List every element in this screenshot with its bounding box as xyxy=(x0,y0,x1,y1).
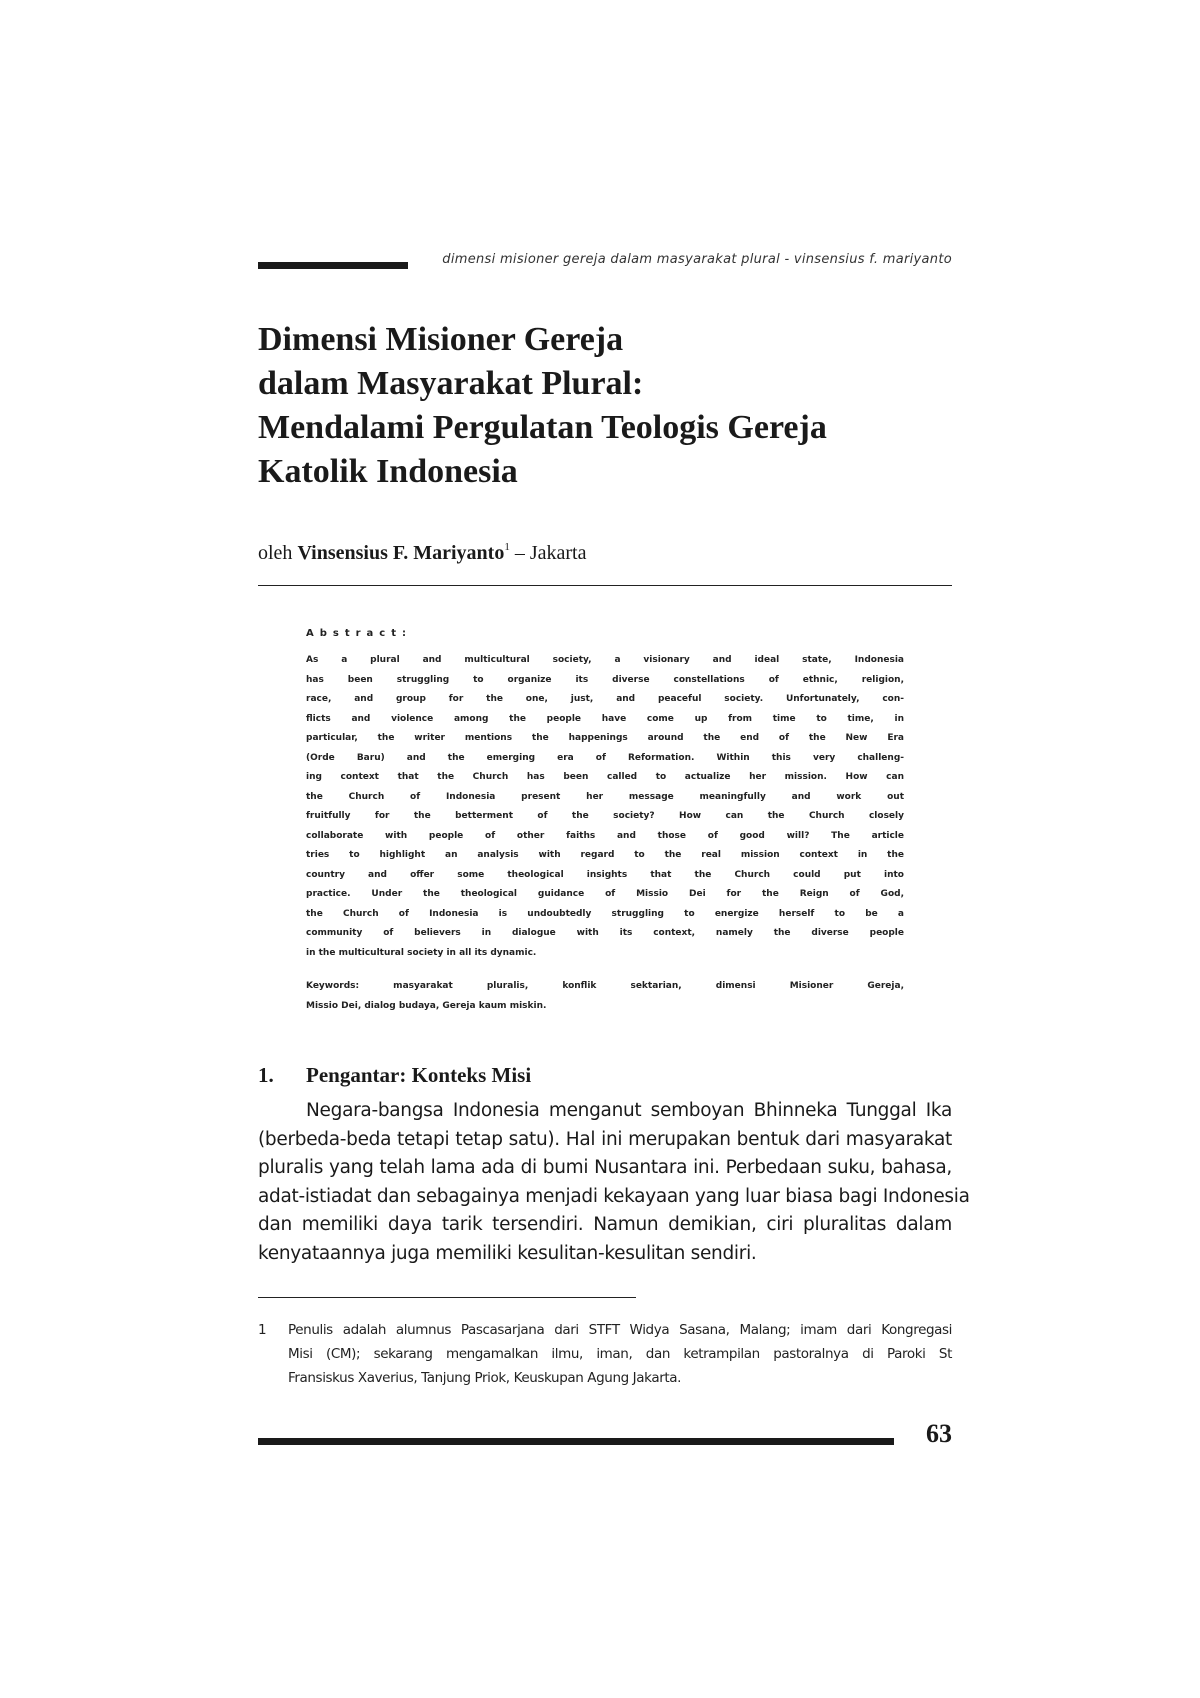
body-line: kenyataannya juga memiliki kesulitan-kesulitan sendiri. xyxy=(258,1242,757,1264)
abstract-line: country and offer some theological insights that the Church could put into xyxy=(306,869,904,880)
abstract-line: flicts and violence among the people have come up from time to time, in xyxy=(306,713,904,724)
abstract-line: race, and group for the one, just, and peaceful society. Unfortunately, con- xyxy=(306,694,904,704)
abstract-line: collaborate with people of other faiths and those of good will? The article xyxy=(306,830,904,841)
section-number: 1. xyxy=(258,1063,274,1087)
abstract-label: Abstract: xyxy=(306,628,413,639)
article-title xyxy=(258,318,958,494)
abstract-line: the Church of Indonesia present her message meaningfully and work out xyxy=(306,791,904,802)
footer-rule xyxy=(258,1438,894,1445)
abstract-body xyxy=(306,651,904,963)
abstract-line: community of believers in dialogue with its context, namely the diverse people xyxy=(306,928,904,938)
footnote xyxy=(258,1318,952,1390)
section-title: Pengantar: Konteks Misi xyxy=(306,1063,532,1087)
title-line: Dimensi Misioner Gereja xyxy=(258,321,624,358)
body-line: (berbeda-beda tetapi tetap satu). Hal ini merupakan bentuk dari masyarakat xyxy=(258,1128,952,1150)
byline-prefix: oleh xyxy=(258,542,293,564)
page-number: 63 xyxy=(926,1419,952,1448)
byline xyxy=(258,541,586,565)
byline-divider xyxy=(258,585,952,586)
body-paragraph xyxy=(258,1097,970,1269)
body-line: Negara-bangsa Indonesia menganut semboyan Bhinneka Tunggal Ika xyxy=(306,1100,952,1121)
keywords-line: Missio Dei, dialog budaya, Gereja kaum miskin. xyxy=(306,1000,547,1011)
footnote-line: Penulis adalah alumnus Pascasarjana dari STFT Widya Sasana, Malang; imam dari Kongregasi xyxy=(288,1322,952,1338)
body-line: dan memiliki daya tarik tersendiri. Namun demikian, ciri pluralitas dalam xyxy=(258,1214,952,1236)
title-line: dalam Masyarakat Plural: xyxy=(258,365,644,402)
footnote-divider xyxy=(258,1297,636,1298)
abstract-line: practice. Under the theological guidance of Missio Dei for the Reign of God, xyxy=(306,889,904,899)
header-rule xyxy=(258,262,408,269)
abstract-line: fruitfully for the betterment of the society? How can the Church closely xyxy=(306,811,904,821)
footnote-line: Misi (CM); sekarang mengamalkan ilmu, iman, dan ketrampilan pastoralnya di Paroki St xyxy=(288,1346,952,1362)
running-head: dimensi misioner gereja dalam masyarakat plural - vinsensius f. mariyanto xyxy=(442,252,952,267)
abstract-line: in the multicultural society in all its dynamic. xyxy=(306,947,537,958)
abstract-line: ing context that the Church has been called to actualize her mission. How can xyxy=(306,772,904,782)
footnote-text xyxy=(288,1318,952,1390)
abstract-line: the Church of Indonesia is undoubtedly struggling to energize herself to be a xyxy=(306,908,904,919)
body-line: pluralis yang telah lama ada di bumi Nusantara ini. Perbedaan suku, bahasa, xyxy=(258,1157,952,1179)
footnote-line: Fransiskus Xaverius, Tanjung Priok, Keuskupan Agung Jakarta. xyxy=(288,1370,681,1386)
abstract xyxy=(306,628,904,1016)
abstract-line: As a plural and multicultural society, a visionary and ideal state, Indonesia xyxy=(306,655,904,665)
keywords xyxy=(306,977,904,1016)
title-line: Katolik Indonesia xyxy=(258,453,518,490)
abstract-line: has been struggling to organize its diverse constellations of ethnic, religion, xyxy=(306,674,904,685)
section-heading xyxy=(258,1063,531,1088)
body-line: adat-istiadat dan sebagainya menjadi kekayaan yang luar biasa bagi Indonesia xyxy=(258,1185,970,1207)
abstract-line: particular, the writer mentions the happenings around the end of the New Era xyxy=(306,733,904,743)
author-name: Vinsensius F. Mariyanto xyxy=(297,542,505,564)
byline-location: – Jakarta xyxy=(514,542,587,564)
title-line: Mendalami Pergulatan Teologis Gereja xyxy=(258,409,827,446)
footnote-number: 1 xyxy=(258,1322,267,1338)
footnote-ref[interactable]: 1 xyxy=(504,541,510,553)
abstract-line: (Orde Baru) and the emerging era of Reformation. Within this very challeng- xyxy=(306,752,904,763)
keywords-line: Keywords: masyarakat pluralis, konflik sektarian, dimensi Misioner Gereja, xyxy=(306,981,904,991)
abstract-line: tries to highlight an analysis with regard to the real mission context in the xyxy=(306,850,904,860)
